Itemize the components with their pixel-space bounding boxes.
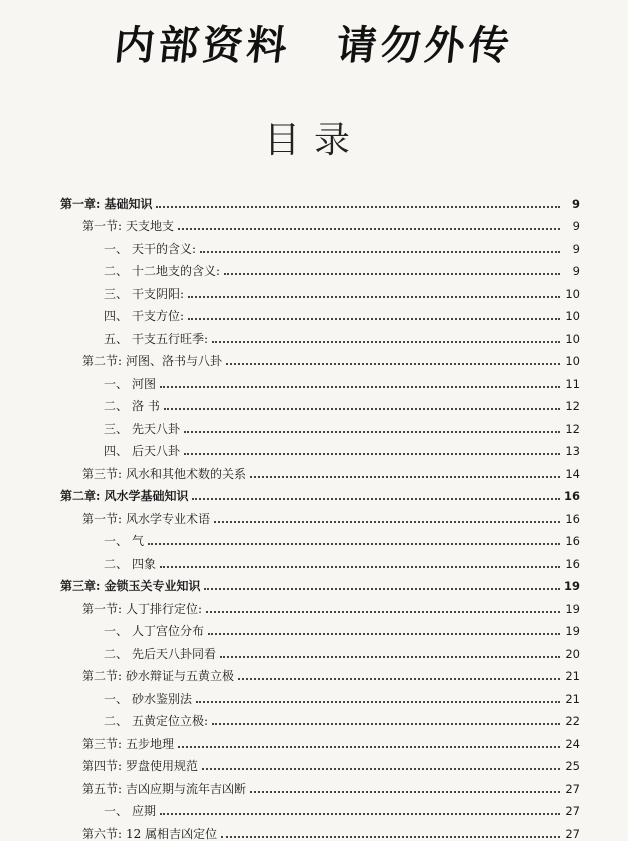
toc-dot-leader — [212, 723, 560, 725]
toc-dot-leader — [221, 836, 560, 838]
toc-entry-number: 二、 — [104, 399, 129, 413]
toc-entry-number: 第一节: — [82, 511, 123, 526]
toc-entry-number: 一、 — [104, 804, 129, 818]
toc-entry-number: 第一节: — [82, 601, 123, 616]
toc-page-number: 21 — [565, 669, 580, 683]
toc-dot-leader — [238, 678, 560, 680]
toc-page-number: 16 — [564, 489, 581, 503]
toc-dot-leader — [184, 431, 560, 433]
toc-subsection-entry — [60, 796, 580, 819]
toc-page-number: 9 — [572, 241, 580, 256]
toc-subsection-entry — [60, 548, 580, 571]
toc-dot-leader — [156, 206, 560, 208]
toc-section-entry — [60, 503, 580, 526]
toc-section-entry — [60, 773, 580, 796]
toc-entry-title: 四象 — [132, 556, 157, 571]
toc-page-number: 10 — [565, 331, 580, 346]
toc-page-number: 27 — [565, 781, 580, 796]
toc-dot-leader — [188, 318, 560, 320]
toc-subsection-entry — [60, 368, 580, 391]
toc-entry-number: 第二节: — [82, 669, 123, 683]
toc-subsection-entry — [60, 233, 580, 256]
toc-dot-leader — [224, 273, 560, 275]
toc-dot-leader — [178, 746, 560, 748]
toc-entry-number: 四、 — [104, 444, 129, 458]
toc-dot-leader — [220, 656, 560, 658]
toc-section-entry — [60, 458, 580, 481]
toc-section-entry — [60, 661, 580, 684]
toc-dot-leader — [214, 521, 560, 523]
banner-internal-material: 内部资料 — [112, 23, 294, 69]
toc-dot-leader — [250, 476, 560, 478]
toc-dot-leader — [212, 341, 560, 343]
toc-entry-title: 先天八卦 — [132, 421, 181, 436]
toc-entry-number: 第三章: — [60, 579, 101, 593]
toc-page-number: 9 — [572, 219, 580, 233]
toc-entry-title: 先后天八卦同看 — [132, 646, 217, 661]
toc-subsection-entry — [60, 278, 580, 301]
toc-entry-title: 洛 书 — [132, 399, 160, 413]
toc-entry-number: 第二节: — [82, 354, 123, 368]
toc-subsection-entry — [60, 323, 580, 346]
toc-entry-title: 后天八卦 — [132, 444, 181, 458]
toc-entry-number: 三、 — [104, 421, 129, 436]
table-of-contents — [60, 188, 580, 841]
toc-entry-number: 二、 — [104, 556, 129, 571]
toc-chapter-entry — [60, 188, 580, 211]
toc-dot-leader — [192, 498, 560, 500]
toc-chapter-entry — [60, 481, 580, 504]
toc-entry-number: 第二章: — [60, 489, 101, 503]
toc-dot-leader — [196, 701, 560, 703]
toc-chapter-entry — [60, 571, 580, 594]
toc-dot-leader — [160, 813, 560, 815]
toc-entry-title: 12 属相吉凶定位 — [126, 826, 218, 841]
toc-section-entry — [60, 346, 580, 369]
toc-dot-leader — [160, 566, 560, 568]
toc-dot-leader — [164, 408, 560, 410]
toc-entry-number: 五、 — [104, 331, 129, 346]
toc-page-number: 9 — [572, 264, 580, 278]
toc-dot-leader — [208, 633, 560, 635]
toc-section-entry — [60, 818, 580, 841]
banner-do-not-distribute: 请勿外传 — [334, 23, 516, 69]
toc-subsection-entry — [60, 526, 580, 549]
toc-dot-leader — [184, 453, 560, 455]
toc-dot-leader — [226, 363, 560, 365]
toc-section-entry — [60, 593, 580, 616]
toc-entry-title: 风水和其他术数的关系 — [126, 466, 247, 481]
toc-section-entry — [60, 211, 580, 234]
toc-entry-title: 河图、洛书与八卦 — [126, 354, 223, 368]
toc-section-entry — [60, 728, 580, 751]
toc-page-number: 16 — [565, 511, 580, 526]
toc-page-number: 16 — [565, 556, 580, 571]
toc-entry-number: 四、 — [104, 309, 129, 323]
toc-entry-title: 基础知识 — [104, 196, 153, 211]
toc-page-number: 13 — [565, 444, 580, 458]
toc-page-number: 12 — [565, 421, 580, 436]
toc-page-number: 24 — [565, 736, 580, 751]
toc-subsection-entry — [60, 436, 580, 459]
toc-entry-title: 干支方位: — [132, 309, 185, 323]
toc-entry-title: 风水学基础知识 — [104, 489, 189, 503]
toc-entry-title: 干支阴阳: — [132, 286, 185, 301]
toc-page-number: 14 — [565, 466, 580, 481]
toc-subsection-entry — [60, 616, 580, 639]
toc-page-number: 22 — [565, 714, 580, 728]
toc-dot-leader — [160, 386, 560, 388]
toc-page-number: 27 — [565, 804, 580, 818]
toc-page-number: 27 — [565, 826, 580, 841]
toc-entry-title: 五步地理 — [126, 736, 175, 751]
toc-page-number: 19 — [565, 601, 580, 616]
toc-entry-title: 人丁宫位分布 — [132, 624, 205, 638]
toc-subsection-entry — [60, 706, 580, 729]
toc-entry-number: 二、 — [104, 646, 129, 661]
toc-entry-title: 河图 — [132, 376, 157, 391]
toc-entry-title: 砂水辩证与五黄立极 — [126, 669, 235, 683]
toc-page-number: 12 — [565, 399, 580, 413]
toc-dot-leader — [202, 768, 560, 770]
toc-entry-title: 气 — [132, 534, 145, 548]
toc-subsection-entry — [60, 638, 580, 661]
toc-section-entry — [60, 751, 580, 774]
toc-entry-title: 天干的含义: — [132, 241, 197, 256]
toc-page-number: 16 — [565, 534, 580, 548]
toc-dot-leader — [178, 228, 560, 230]
toc-entry-number: 第一章: — [60, 196, 101, 211]
toc-entry-number: 第五节: — [82, 781, 123, 796]
toc-entry-number: 第三节: — [82, 466, 123, 481]
toc-page-number: 25 — [565, 759, 580, 773]
toc-dot-leader — [188, 296, 560, 298]
toc-entry-number: 一、 — [104, 534, 129, 548]
toc-entry-title: 罗盘使用规范 — [126, 759, 199, 773]
toc-entry-title: 金锁玉关专业知识 — [104, 579, 201, 593]
toc-subsection-entry — [60, 683, 580, 706]
toc-entry-title: 十二地支的含义: — [132, 264, 221, 278]
toc-entry-title: 天支地支 — [126, 219, 175, 233]
toc-entry-number: 一、 — [104, 691, 129, 706]
toc-entry-title: 应期 — [132, 804, 157, 818]
toc-entry-title: 风水学专业术语 — [126, 511, 211, 526]
toc-entry-number: 第三节: — [82, 736, 123, 751]
toc-page-number: 21 — [565, 691, 580, 706]
toc-dot-leader — [204, 588, 560, 590]
toc-page-number: 11 — [565, 376, 580, 391]
toc-subsection-entry — [60, 256, 580, 279]
toc-entry-number: 一、 — [104, 241, 129, 256]
toc-dot-leader — [250, 791, 560, 793]
toc-entry-title: 干支五行旺季: — [132, 331, 209, 346]
toc-entry-number: 第四节: — [82, 759, 123, 773]
toc-page-number: 19 — [564, 579, 581, 593]
toc-entry-number: 第六节: — [82, 826, 123, 841]
page-title: 目录 — [263, 120, 364, 161]
confidential-banner — [0, 14, 628, 71]
toc-entry-number: 三、 — [104, 286, 129, 301]
toc-entry-number: 一、 — [104, 624, 129, 638]
toc-entry-title: 五黄定位立极: — [132, 714, 209, 728]
toc-page-number: 9 — [571, 196, 580, 211]
toc-dot-leader — [206, 611, 560, 613]
toc-subsection-entry — [60, 301, 580, 324]
toc-entry-number: 一、 — [104, 376, 129, 391]
toc-entry-number: 第一节: — [82, 219, 123, 233]
toc-page-number: 10 — [565, 354, 580, 368]
toc-subsection-entry — [60, 391, 580, 414]
toc-subsection-entry — [60, 413, 580, 436]
toc-entry-number: 二、 — [104, 264, 129, 278]
toc-page-number: 20 — [565, 646, 580, 661]
toc-page-number: 19 — [565, 624, 580, 638]
toc-entry-title: 砂水鉴别法 — [132, 691, 193, 706]
toc-dot-leader — [148, 543, 560, 545]
toc-entry-title: 吉凶应期与流年吉凶断 — [126, 781, 247, 796]
toc-entry-number: 二、 — [104, 714, 129, 728]
toc-dot-leader — [200, 251, 560, 253]
toc-page-number: 10 — [565, 309, 580, 323]
toc-page-number: 10 — [565, 286, 580, 301]
toc-entry-title: 人丁排行定位: — [126, 601, 203, 616]
